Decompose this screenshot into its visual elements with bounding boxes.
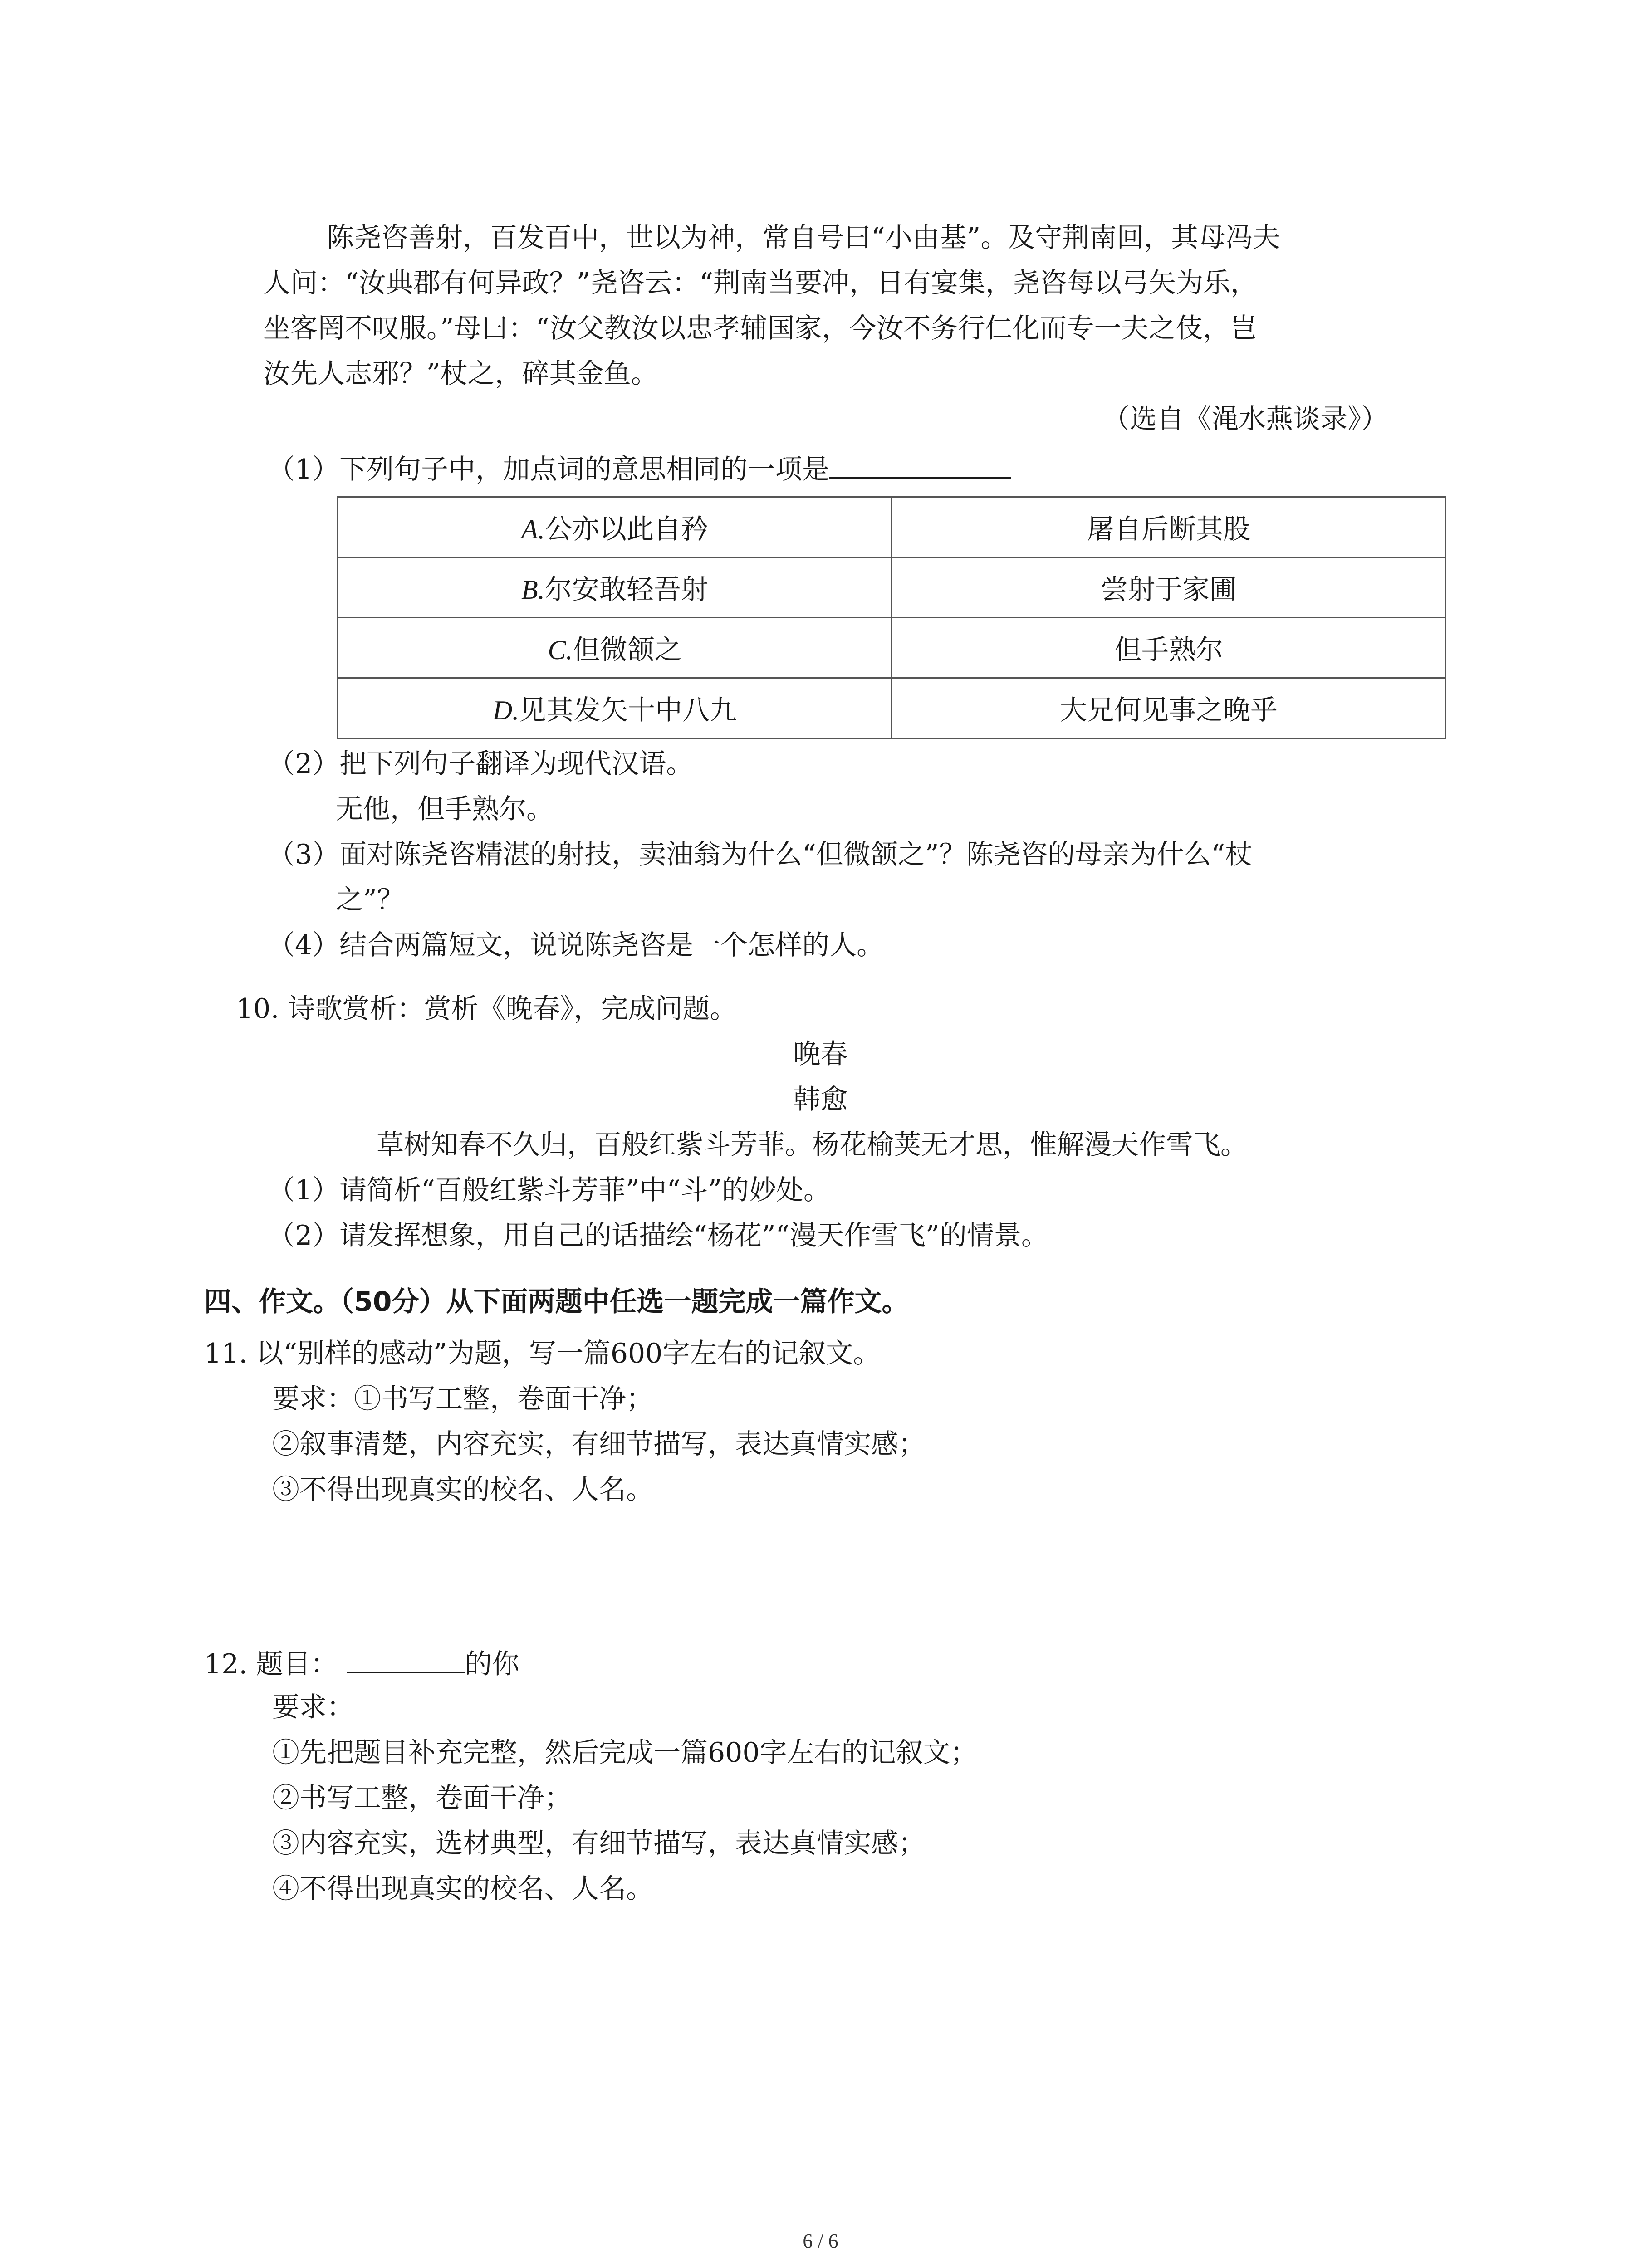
option-a-left — [338, 497, 892, 557]
option-a-letter: A. — [521, 514, 545, 544]
poem-author: 韩愈 — [793, 1084, 848, 1115]
section4-heading: 四、作文。（50分）从下面两题中任选一题完成一篇作文。 — [204, 1286, 909, 1318]
q11-req1: 要求：①书写工整，卷面干净； — [272, 1383, 653, 1415]
option-a-right: 屠自后断其股 — [892, 497, 1446, 557]
q11-line1: 11. 以“别样的感动”为题，写一篇600字左右的记叙文。 — [204, 1338, 881, 1369]
passage-line-4: 汝先人志邪？”杖之，碎其金鱼。 — [263, 358, 658, 390]
q12-req3: ③内容充实，选材典型，有细节描写，表达真情实感； — [272, 1828, 926, 1859]
option-a-left-text: 公亦以此自矜 — [544, 513, 708, 545]
q12-req1: ①先把题目补充完整，然后完成一篇600字左右的记叙文； — [272, 1737, 978, 1769]
q9-sub3-line1: （3）面对陈尧咨精湛的射技，卖油翁为什么“但微颔之”？陈尧咨的母亲为什么“杖 — [268, 839, 1253, 870]
option-c-left — [338, 618, 892, 678]
option-b-letter: B. — [521, 575, 545, 605]
option-b-left-text: 尔安敢轻吾射 — [544, 574, 708, 606]
option-c-letter: C. — [548, 635, 573, 665]
passage-source: （选自《渑水燕谈录》） — [1102, 403, 1388, 435]
option-b-left — [338, 557, 892, 618]
option-row-a — [338, 497, 1446, 557]
answer-blank[interactable] — [829, 449, 1011, 479]
option-d-left — [338, 678, 892, 738]
q11-req3: ③不得出现真实的校名、人名。 — [272, 1474, 653, 1505]
q9-sub1-text: （1）下列句子中，加点词的意思相同的一项是 — [268, 454, 830, 485]
options-table — [337, 496, 1446, 739]
passage-line-3: 坐客罔不叹服。”母曰：“汝父教汝以忠孝辅国家，今汝不务行仁化而专一夫之伎，岂 — [263, 313, 1258, 344]
page-number: 6 / 6 — [803, 2230, 838, 2252]
q10-heading: 10. 诗歌赏析：赏析《晚春》，完成问题。 — [236, 993, 737, 1025]
option-c-right: 但手熟尔 — [892, 618, 1446, 678]
q12-req4: ④不得出现真实的校名、人名。 — [272, 1873, 653, 1905]
q9-sub4: （4）结合两篇短文，说说陈尧咨是一个怎样的人。 — [268, 929, 884, 961]
poem-text: 草树知春不久归，百般红紫斗芳菲。杨花榆荚无才思，惟解漫天作雪飞。 — [377, 1129, 1248, 1161]
option-d-left-text: 见其发矢十中八九 — [519, 694, 737, 726]
q10-sub1: （1）请简析“百般红紫斗芳菲”中“斗”的妙处。 — [268, 1174, 831, 1206]
q12-req2: ②书写工整，卷面干净； — [272, 1782, 572, 1814]
q12-suffix: 的你 — [465, 1648, 519, 1680]
title-blank[interactable] — [347, 1644, 465, 1673]
q10-sub2: （2）请发挥想象，用自己的话描绘“杨花”“漫天作雪飞”的情景。 — [268, 1220, 1048, 1251]
passage-line-2: 人问：“汝典郡有何异政？”尧咨云：“荆南当要冲，日有宴集，尧咨每以弓矢为乐， — [263, 267, 1258, 299]
q12-title-line — [204, 1644, 519, 1682]
option-row-d — [338, 678, 1446, 738]
option-row-c — [338, 618, 1446, 678]
option-b-right: 尝射于家圃 — [892, 557, 1446, 618]
q9-sub2: （2）把下列句子翻译为现代汉语。 — [268, 748, 694, 780]
q9-sub3-line2: 之”？ — [336, 884, 404, 916]
poem-title: 晚春 — [793, 1038, 848, 1070]
option-d-letter: D. — [492, 695, 519, 725]
option-row-b — [338, 557, 1446, 618]
passage-line-1: 陈尧咨善射，百发百中，世以为神，常自号曰“小由基”。及守荆南回，其母冯夫 — [327, 222, 1280, 254]
option-c-left-text: 但微颔之 — [573, 634, 682, 666]
option-d-right: 大兄何见事之晚乎 — [892, 678, 1446, 738]
q12-req-label: 要求： — [272, 1691, 354, 1723]
q11-req2: ②叙事清楚，内容充实，有细节描写，表达真情实感； — [272, 1428, 926, 1460]
q9-sub1 — [268, 449, 1011, 488]
q9-sub2-sentence: 无他，但手熟尔。 — [336, 793, 554, 825]
q12-prefix: 12. 题目： — [204, 1648, 338, 1680]
